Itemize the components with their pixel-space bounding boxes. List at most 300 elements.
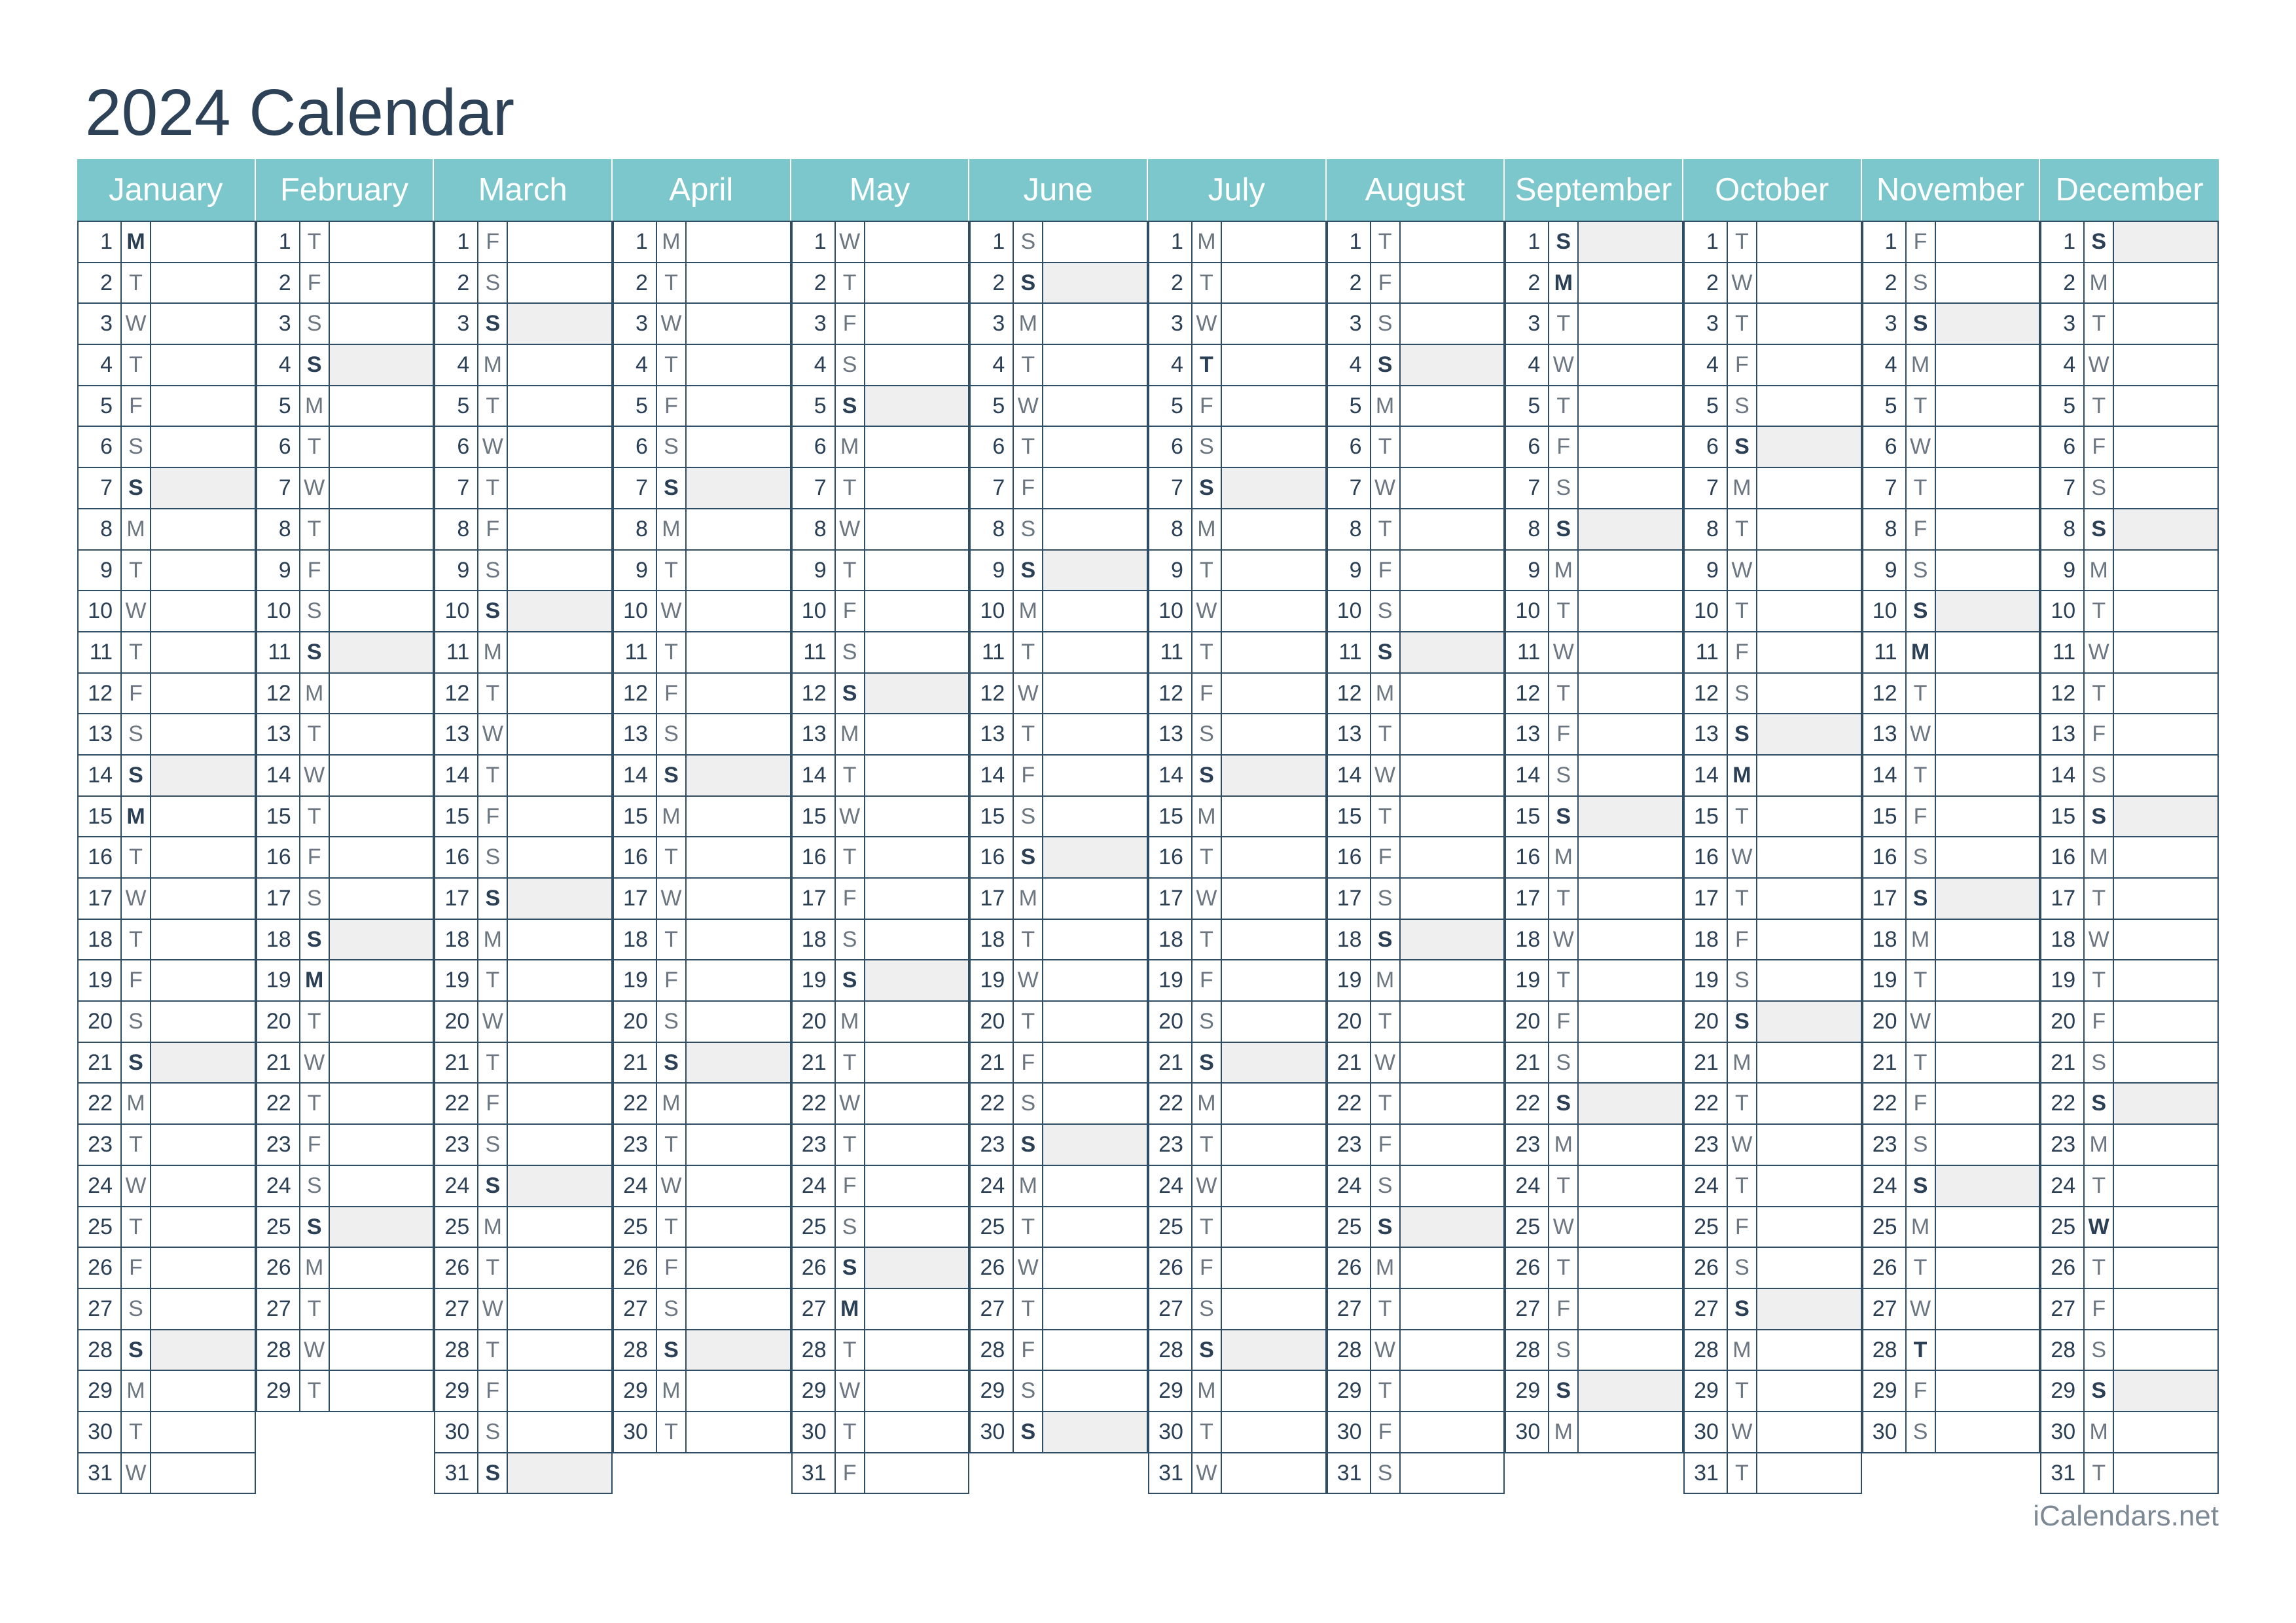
day-row	[793, 509, 970, 551]
day-number: 23	[1685, 1125, 1728, 1165]
day-number: 11	[793, 632, 836, 672]
day-row	[257, 1289, 435, 1330]
day-number: 10	[793, 591, 836, 631]
day-number: 17	[79, 879, 122, 919]
weekday-letter: S	[1728, 386, 1757, 426]
day-row	[435, 1248, 613, 1289]
day-note-cell	[151, 714, 255, 754]
day-number: 14	[257, 756, 300, 795]
weekday-letter: S	[478, 591, 508, 631]
weekday-letter: T	[2085, 591, 2114, 631]
day-note-cell	[2114, 714, 2217, 754]
day-row	[1506, 222, 1683, 263]
day-row	[614, 1166, 791, 1207]
day-number: 31	[1149, 1453, 1193, 1493]
day-note-cell	[1579, 345, 1682, 385]
day-note-cell	[508, 879, 611, 919]
day-note-cell	[330, 797, 433, 837]
day-row	[79, 1289, 256, 1330]
day-number: 26	[79, 1248, 122, 1288]
day-row	[1685, 960, 1862, 1002]
day-number: 11	[435, 632, 478, 672]
weekday-letter: T	[1549, 304, 1579, 344]
day-note-cell	[865, 427, 969, 467]
day-note-cell	[1936, 263, 2039, 303]
day-number: 17	[1506, 879, 1549, 919]
weekday-letter: W	[1014, 386, 1043, 426]
day-note-cell	[2114, 756, 2217, 795]
day-note-cell	[1043, 468, 1147, 508]
weekday-letter: F	[836, 1166, 865, 1206]
day-row	[971, 509, 1148, 551]
month-days	[791, 221, 970, 1494]
day-note-cell	[1222, 797, 1325, 837]
day-note-cell	[1222, 1289, 1325, 1329]
day-number: 26	[1328, 1248, 1371, 1288]
weekday-letter: W	[300, 468, 330, 508]
day-note-cell	[1579, 920, 1682, 960]
weekday-letter: T	[1728, 304, 1757, 344]
day-note-cell	[151, 879, 255, 919]
weekday-letter: M	[1549, 1125, 1579, 1165]
weekday-letter: F	[1371, 1412, 1401, 1452]
weekday-letter: M	[1907, 920, 1936, 960]
weekday-letter: S	[836, 960, 865, 1000]
weekday-letter: F	[1014, 1330, 1043, 1370]
weekday-letter: T	[300, 222, 330, 262]
weekday-letter: F	[1728, 920, 1757, 960]
day-row	[435, 386, 613, 428]
day-row	[1506, 345, 1683, 386]
day-number: 24	[793, 1166, 836, 1206]
weekday-letter: W	[1907, 1289, 1936, 1329]
weekday-letter: F	[1193, 1248, 1222, 1288]
day-note-cell	[1043, 1289, 1147, 1329]
weekday-letter: T	[478, 468, 508, 508]
day-note-cell	[687, 714, 790, 754]
day-note-cell	[508, 304, 611, 344]
weekday-letter: T	[657, 632, 687, 672]
day-number: 31	[1685, 1453, 1728, 1493]
weekday-letter: W	[2085, 345, 2114, 385]
day-number: 5	[1685, 386, 1728, 426]
day-row	[793, 1043, 970, 1084]
day-row	[971, 714, 1148, 756]
day-number: 16	[1685, 837, 1728, 877]
day-note-cell	[1401, 1412, 1504, 1452]
day-row	[793, 345, 970, 386]
day-number: 3	[971, 304, 1014, 344]
day-note-cell	[1222, 632, 1325, 672]
day-row	[1685, 345, 1862, 386]
day-number: 5	[614, 386, 657, 426]
day-number: 29	[971, 1371, 1014, 1411]
day-note-cell	[1401, 591, 1504, 631]
weekday-letter: T	[1193, 632, 1222, 672]
day-note-cell	[2114, 222, 2217, 262]
day-row	[435, 222, 613, 263]
day-row	[614, 263, 791, 304]
weekday-letter: W	[1549, 920, 1579, 960]
day-number: 9	[793, 551, 836, 591]
weekday-letter: T	[478, 1330, 508, 1370]
day-note-cell	[2114, 1289, 2217, 1329]
day-note-cell	[1757, 960, 1861, 1000]
day-note-cell	[1579, 1412, 1682, 1452]
day-note-cell	[1043, 1125, 1147, 1165]
weekday-letter: S	[1014, 1084, 1043, 1123]
day-number: 13	[1685, 714, 1728, 754]
day-note-cell	[1579, 1371, 1682, 1411]
weekday-letter: M	[1014, 591, 1043, 631]
weekday-letter: S	[2085, 1043, 2114, 1083]
day-note-cell	[865, 1412, 969, 1452]
day-note-cell	[330, 1330, 433, 1370]
weekday-letter: S	[122, 1002, 151, 1042]
day-note-cell	[508, 427, 611, 467]
day-number: 9	[1863, 551, 1907, 591]
day-number: 30	[971, 1412, 1014, 1452]
weekday-letter: F	[122, 386, 151, 426]
day-number: 24	[1863, 1166, 1907, 1206]
day-row	[793, 1084, 970, 1125]
day-row	[79, 960, 256, 1002]
day-number: 27	[793, 1289, 836, 1329]
day-row	[79, 1412, 256, 1453]
weekday-letter: S	[300, 632, 330, 672]
day-row	[1149, 756, 1327, 797]
weekday-letter: S	[836, 1248, 865, 1288]
weekday-letter: S	[1371, 879, 1401, 919]
day-row	[435, 304, 613, 345]
day-number: 28	[2041, 1330, 2085, 1370]
day-number: 15	[79, 797, 122, 837]
day-row	[1149, 632, 1327, 674]
day-note-cell	[1043, 632, 1147, 672]
weekday-letter: F	[836, 304, 865, 344]
weekday-letter: W	[300, 1043, 330, 1083]
day-number: 1	[257, 222, 300, 262]
day-row	[793, 591, 970, 632]
weekday-letter: S	[2085, 797, 2114, 837]
weekday-letter: T	[2085, 1248, 2114, 1288]
day-row	[1328, 263, 1505, 304]
weekday-letter: T	[2085, 960, 2114, 1000]
day-note-cell	[151, 551, 255, 591]
day-row	[257, 1371, 435, 1412]
day-number: 4	[79, 345, 122, 385]
day-row	[971, 1248, 1148, 1289]
day-number: 20	[1506, 1002, 1549, 1042]
day-row	[793, 304, 970, 345]
day-number: 13	[1506, 714, 1549, 754]
day-number: 11	[2041, 632, 2085, 672]
day-row	[1328, 1248, 1505, 1289]
weekday-letter: S	[122, 468, 151, 508]
weekday-letter: T	[1728, 509, 1757, 549]
weekday-letter: M	[1193, 1084, 1222, 1123]
day-row	[793, 714, 970, 756]
day-note-cell	[151, 674, 255, 714]
day-row	[435, 960, 613, 1002]
day-row	[2041, 1289, 2219, 1330]
day-note-cell	[1579, 1207, 1682, 1247]
day-note-cell	[1222, 674, 1325, 714]
day-row	[257, 551, 435, 592]
day-number: 10	[971, 591, 1014, 631]
day-row	[1506, 427, 1683, 468]
weekday-letter: M	[478, 1207, 508, 1247]
day-number: 17	[1328, 879, 1371, 919]
day-note-cell	[151, 468, 255, 508]
day-note-cell	[330, 1002, 433, 1042]
day-row	[1685, 632, 1862, 674]
day-number: 30	[79, 1412, 122, 1452]
day-note-cell	[1936, 714, 2039, 754]
weekday-letter: S	[122, 756, 151, 795]
day-number: 19	[793, 960, 836, 1000]
weekday-letter: S	[1907, 1125, 1936, 1165]
day-note-cell	[330, 960, 433, 1000]
day-note-cell	[1222, 1453, 1325, 1493]
day-row	[1328, 345, 1505, 386]
day-row	[793, 879, 970, 920]
day-number: 13	[435, 714, 478, 754]
day-row	[793, 263, 970, 304]
day-note-cell	[2114, 386, 2217, 426]
weekday-letter: T	[478, 960, 508, 1000]
day-number: 7	[79, 468, 122, 508]
weekday-letter: F	[1549, 1002, 1579, 1042]
weekday-letter: W	[1193, 1166, 1222, 1206]
day-number: 3	[1328, 304, 1371, 344]
day-number: 13	[257, 714, 300, 754]
month-days	[1327, 221, 1505, 1494]
month-column-december	[2040, 159, 2219, 1494]
day-row	[1506, 591, 1683, 632]
weekday-letter: S	[122, 1330, 151, 1370]
weekday-letter: T	[1014, 1207, 1043, 1247]
weekday-letter: M	[1549, 263, 1579, 303]
day-note-cell	[1401, 551, 1504, 591]
weekday-letter: S	[1907, 591, 1936, 631]
weekday-letter: T	[836, 837, 865, 877]
day-note-cell	[151, 1043, 255, 1083]
weekday-letter: S	[657, 756, 687, 795]
day-note-cell	[151, 1453, 255, 1493]
day-note-cell	[508, 1207, 611, 1247]
day-note-cell	[1936, 1371, 2039, 1411]
day-note-cell	[1936, 1166, 2039, 1206]
day-row	[435, 427, 613, 468]
day-row	[1685, 551, 1862, 592]
day-note-cell	[2114, 1002, 2217, 1042]
day-note-cell	[1579, 1084, 1682, 1123]
day-note-cell	[865, 468, 969, 508]
weekday-letter: F	[300, 837, 330, 877]
day-row	[1328, 960, 1505, 1002]
day-row	[2041, 304, 2219, 345]
day-row	[793, 1166, 970, 1207]
day-note-cell	[1222, 837, 1325, 877]
day-note-cell	[1222, 1248, 1325, 1288]
weekday-letter: W	[1728, 837, 1757, 877]
day-note-cell	[151, 797, 255, 837]
day-number: 21	[1149, 1043, 1193, 1083]
day-row	[1328, 1043, 1505, 1084]
day-row	[971, 468, 1148, 509]
day-row	[2041, 837, 2219, 879]
day-number: 12	[79, 674, 122, 714]
day-row	[614, 1084, 791, 1125]
day-note-cell	[1936, 837, 2039, 877]
day-number: 6	[793, 427, 836, 467]
day-number: 1	[971, 222, 1014, 262]
day-note-cell	[2114, 674, 2217, 714]
day-note-cell	[1222, 551, 1325, 591]
day-note-cell	[1222, 756, 1325, 795]
weekday-letter: F	[1549, 1289, 1579, 1329]
day-number: 29	[435, 1371, 478, 1411]
day-note-cell	[1579, 304, 1682, 344]
day-number: 14	[971, 756, 1014, 795]
day-note-cell	[330, 222, 433, 262]
day-row	[1685, 263, 1862, 304]
day-number: 6	[1685, 427, 1728, 467]
day-row	[79, 756, 256, 797]
day-note-cell	[1401, 879, 1504, 919]
weekday-letter: T	[300, 1371, 330, 1411]
day-number: 1	[79, 222, 122, 262]
month-days	[77, 221, 256, 1494]
day-row	[257, 509, 435, 551]
day-row	[1506, 386, 1683, 428]
day-row	[1149, 960, 1327, 1002]
weekday-letter: W	[836, 509, 865, 549]
day-row	[435, 551, 613, 592]
day-number: 24	[257, 1166, 300, 1206]
day-note-cell	[508, 1330, 611, 1370]
day-number: 22	[1863, 1084, 1907, 1123]
day-row	[435, 1002, 613, 1043]
day-note-cell	[2114, 797, 2217, 837]
weekday-letter: W	[1371, 756, 1401, 795]
day-number: 3	[257, 304, 300, 344]
day-note-cell	[1401, 1289, 1504, 1329]
day-number: 4	[435, 345, 478, 385]
day-number: 1	[1506, 222, 1549, 262]
day-row	[1506, 304, 1683, 345]
day-note-cell	[1579, 1166, 1682, 1206]
day-note-cell	[687, 551, 790, 591]
weekday-letter: S	[657, 1289, 687, 1329]
page-title: 2024 Calendar	[85, 76, 515, 149]
weekday-letter: T	[478, 756, 508, 795]
day-number: 25	[435, 1207, 478, 1247]
day-number: 15	[257, 797, 300, 837]
weekday-letter: W	[1549, 632, 1579, 672]
weekday-letter: W	[836, 1371, 865, 1411]
weekday-letter: T	[836, 1330, 865, 1370]
day-note-cell	[687, 756, 790, 795]
weekday-letter: F	[478, 797, 508, 837]
day-row	[1328, 304, 1505, 345]
weekday-letter: S	[1371, 920, 1401, 960]
day-number: 8	[614, 509, 657, 549]
day-note-cell	[1579, 756, 1682, 795]
day-note-cell	[1757, 1125, 1861, 1165]
weekday-letter: M	[1371, 674, 1401, 714]
day-note-cell	[1222, 1330, 1325, 1370]
weekday-letter: W	[1193, 879, 1222, 919]
day-number: 28	[435, 1330, 478, 1370]
day-note-cell	[687, 386, 790, 426]
day-row	[793, 468, 970, 509]
day-number: 9	[1506, 551, 1549, 591]
weekday-letter: T	[657, 345, 687, 385]
day-number: 25	[1149, 1207, 1193, 1247]
day-note-cell	[151, 1207, 255, 1247]
day-number: 11	[1863, 632, 1907, 672]
weekday-letter: S	[836, 345, 865, 385]
day-row	[971, 674, 1148, 715]
day-number: 3	[1685, 304, 1728, 344]
month-column-may	[791, 159, 970, 1494]
weekday-letter: F	[1193, 960, 1222, 1000]
day-number: 17	[1685, 879, 1728, 919]
day-note-cell	[1222, 879, 1325, 919]
day-number: 24	[79, 1166, 122, 1206]
day-note-cell	[151, 1125, 255, 1165]
day-note-cell	[1579, 222, 1682, 262]
day-note-cell	[1043, 1002, 1147, 1042]
day-row	[1685, 1207, 1862, 1249]
day-row	[971, 960, 1148, 1002]
day-note-cell	[1401, 1248, 1504, 1288]
day-number: 7	[1149, 468, 1193, 508]
weekday-letter: S	[1549, 1371, 1579, 1411]
day-row	[1863, 509, 2041, 551]
day-row	[1328, 837, 1505, 879]
weekday-letter: W	[836, 1084, 865, 1123]
day-note-cell	[330, 1125, 433, 1165]
day-number: 7	[1863, 468, 1907, 508]
weekday-letter: T	[1907, 1330, 1936, 1370]
weekday-letter: T	[1014, 632, 1043, 672]
day-note-cell	[1222, 1125, 1325, 1165]
day-number: 17	[1149, 879, 1193, 919]
day-note-cell	[330, 304, 433, 344]
day-number: 6	[79, 427, 122, 467]
weekday-letter: F	[122, 674, 151, 714]
day-number: 2	[2041, 263, 2085, 303]
day-note-cell	[1579, 468, 1682, 508]
month-header: December	[2040, 159, 2219, 221]
day-note-cell	[1579, 551, 1682, 591]
day-number: 5	[1863, 386, 1907, 426]
day-row	[1863, 427, 2041, 468]
day-note-cell	[1936, 1125, 2039, 1165]
day-note-cell	[1579, 427, 1682, 467]
day-note-cell	[1043, 222, 1147, 262]
day-row	[435, 674, 613, 715]
weekday-letter: M	[122, 1371, 151, 1411]
day-row	[971, 1043, 1148, 1084]
weekday-letter: S	[1014, 263, 1043, 303]
day-row	[1506, 632, 1683, 674]
day-number: 18	[971, 920, 1014, 960]
weekday-letter: T	[657, 1412, 687, 1452]
